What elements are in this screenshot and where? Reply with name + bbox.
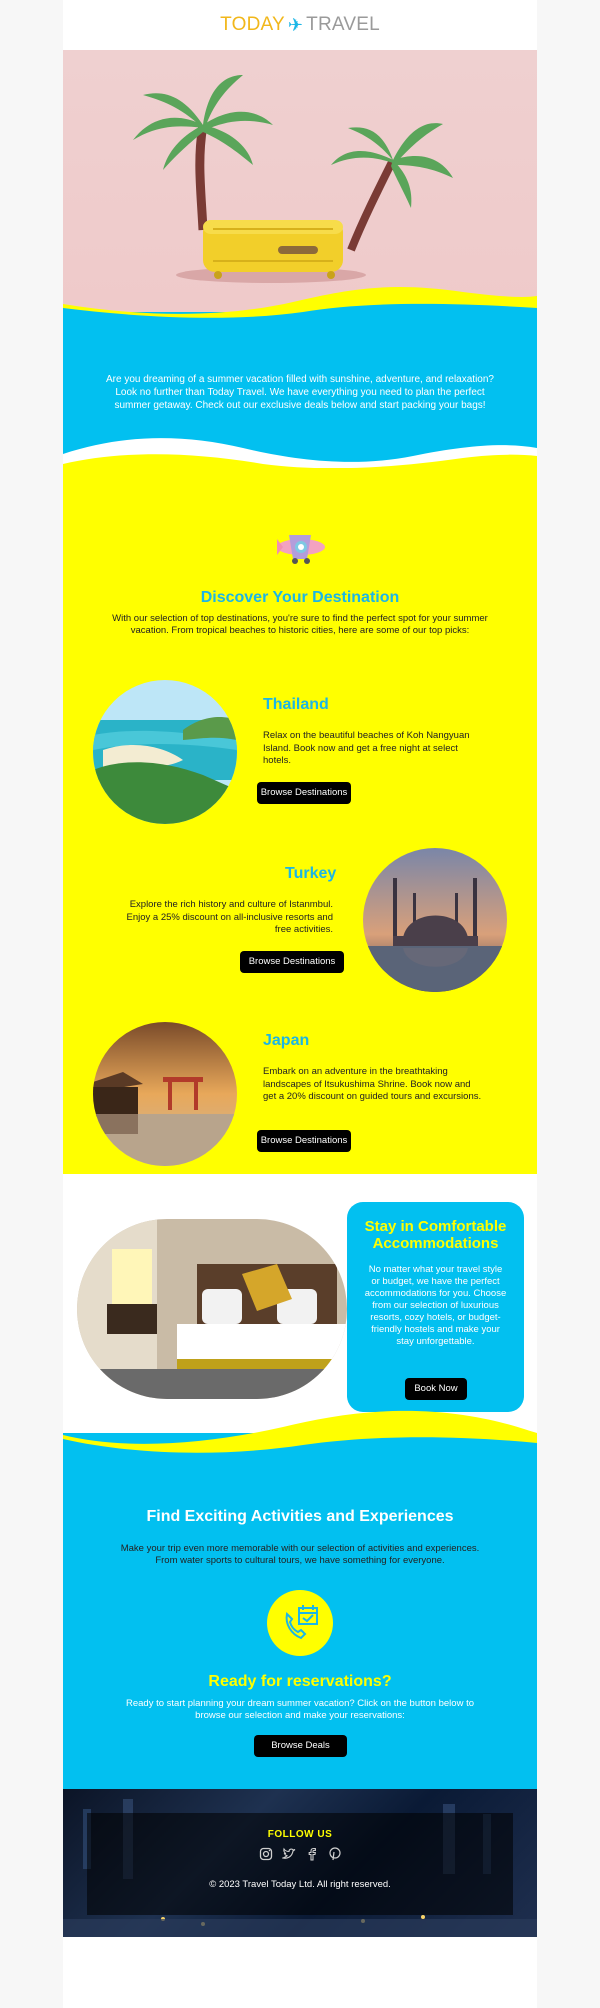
header (63, 0, 537, 50)
destination-title-thailand: Thailand (263, 696, 329, 713)
logo-travel: TRAVEL (306, 14, 380, 35)
email-page (63, 0, 537, 2008)
twitter-icon[interactable] (282, 1847, 296, 1861)
destination-text-turkey: Explore the rich history and culture of Istanmbul. Enjoy a 25% discount on all-inclusive resorts and free activities. (126, 899, 333, 935)
activities-text: Make your trip even more memorable with our selection of activities and experiences. From water sports to cultural tours, we have something for everyone. (120, 1543, 480, 1566)
hero-suitcase-palm-illustration (63, 50, 537, 312)
destination-text-japan: Embark on an adventure in the breathtaking landscapes of Itsukushima Shrine. Book now and get a 20% discount on guided tours and excursions. (263, 1066, 482, 1102)
turkey-photo (363, 848, 507, 992)
discover-text: With our selection of top destinations, you're sure to find the perfect spot for your summer vacation. From tropical beaches to historic cities, here are some of our top picks: (112, 613, 488, 636)
activities-title: Find Exciting Activities and Experiences (146, 1508, 454, 1525)
logo-plane-icon: ✈ (287, 14, 304, 35)
book-now-button[interactable]: Book Now (405, 1378, 467, 1400)
wave-top-decoration (63, 282, 537, 318)
stay-text: No matter what your travel style or budget, we have the perfect accommodations for you. Choose from our selection of luxurious resorts, cozy hotels, or budget-friendly hostels and make your stay unforgettable. (364, 1264, 507, 1347)
copyright-text: © 2023 Travel Today Ltd. All right reserved. (209, 1879, 391, 1890)
browse-destinations-button-turkey[interactable]: Browse Destinations (240, 951, 344, 973)
social-links (87, 1847, 513, 1861)
japan-photo (93, 1022, 237, 1166)
follow-us-label: FOLLOW US (267, 1829, 333, 1840)
pinterest-icon[interactable] (328, 1847, 342, 1861)
accommodations-section (63, 1174, 537, 1433)
instagram-icon[interactable] (259, 1847, 273, 1861)
stay-title: Stay in Comfortable Accommodations (364, 1218, 507, 1252)
destinations-section (63, 468, 537, 1174)
intro-text: Are you dreaming of a summer vacation filled with sunshine, adventure, and relaxation? Look no further than Today Travel. We have everything you need to plan the perfect summer getaway. Check out our exclusive deals below and start packing your bags! (106, 374, 494, 411)
reservations-title: Ready for reservations? (208, 1673, 392, 1690)
discover-title: Discover Your Destination (200, 589, 400, 606)
logo-today: TODAY (220, 14, 285, 35)
wave-bottom-decoration (63, 1405, 537, 1463)
facebook-icon[interactable] (305, 1847, 319, 1861)
plane-icon (271, 523, 331, 568)
browse-destinations-button-japan[interactable]: Browse Destinations (257, 1130, 351, 1152)
destination-text-thailand: Relax on the beautiful beaches of Koh Nangyuan Island. Book now and get a free night at select hotels. (263, 730, 470, 766)
browse-destinations-button-thailand[interactable]: Browse Destinations (257, 782, 351, 804)
footer (63, 1789, 537, 1937)
reservations-text: Ready to start planning your dream summer vacation? Click on the button below to browse our selection and make your reservations: (126, 1698, 474, 1721)
thailand-photo (93, 680, 237, 824)
intro-section (63, 312, 537, 468)
activities-section (63, 1433, 537, 1789)
footer-panel (87, 1813, 513, 1915)
bedroom-photo (77, 1219, 347, 1399)
hero-image (63, 50, 537, 312)
browse-deals-button[interactable]: Browse Deals (254, 1735, 347, 1757)
stay-card (347, 1202, 524, 1412)
phone-calendar-icon (267, 1590, 333, 1656)
destination-title-turkey: Turkey (285, 865, 337, 882)
destination-title-japan: Japan (263, 1032, 310, 1049)
